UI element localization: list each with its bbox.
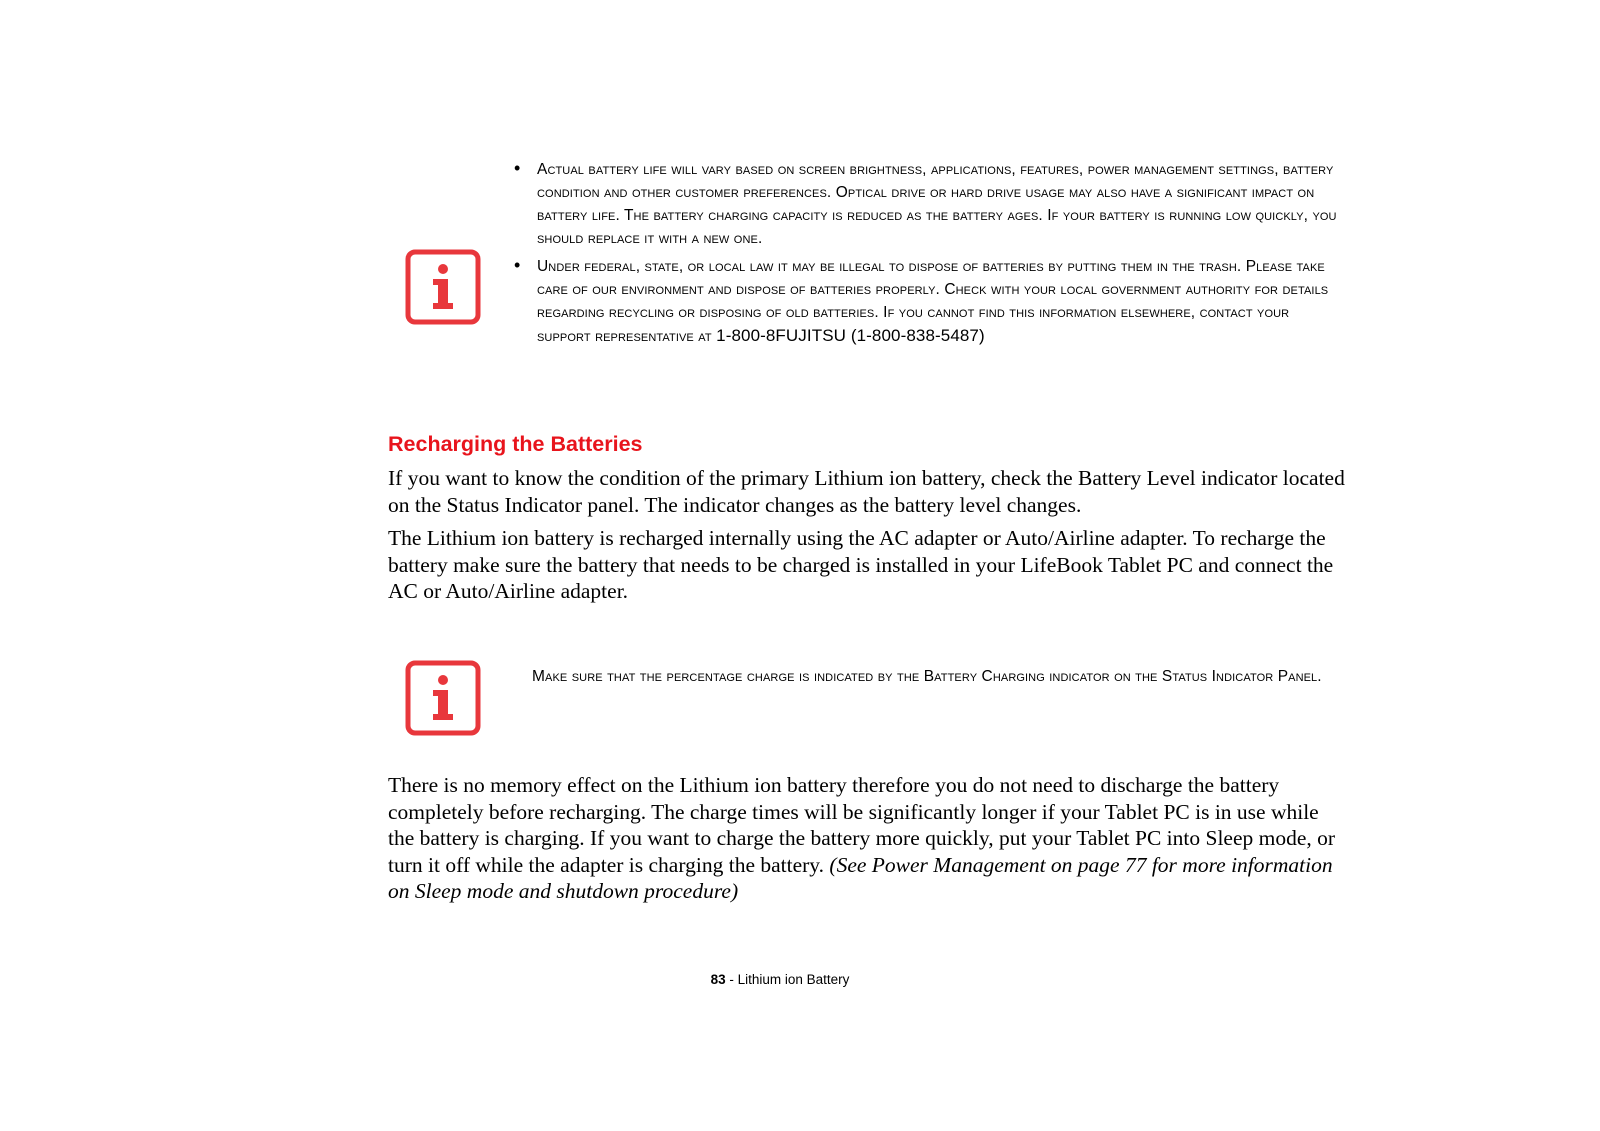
battery-note-bullet-2: Under federal, state, or local law it may be illegal to dispose of batteries by putting them in the trash. Please take care of our environment and dispose of batteries properly. Check with your local government authority for details regarding recycling or disposing of old batteries. If you cannot find this information elsewhere, contact your support representative at xyxy=(537,258,1329,345)
info-icon xyxy=(405,660,481,736)
footer-chapter: Lithium ion Battery xyxy=(737,972,850,987)
page-footer xyxy=(0,972,1560,987)
footer-separator: - xyxy=(725,972,738,987)
bullet-icon: • xyxy=(514,255,521,275)
list-item xyxy=(514,158,1344,250)
battery-note xyxy=(514,158,1344,348)
power-management-reference: (See Power Management on page 77 for more information on Sleep mode and shutdown procedure) xyxy=(388,852,1333,903)
list-item xyxy=(514,255,1344,348)
charging-note: Make sure that the percentage charge is indicated by the Battery Charging indicator on the Status Indicator Panel. xyxy=(532,668,1322,685)
bullet-icon: • xyxy=(514,158,521,178)
paragraph-recharge: The Lithium ion battery is recharged internally using the AC adapter or Auto/Airline adapter. To recharge the battery make sure the battery that needs to be charged is installed in your LifeBook Tablet PC and connect the AC or Auto/Airline adapter. xyxy=(388,526,1334,603)
paragraph-battery-level: If you want to know the condition of the primary Lithium ion battery, check the Battery Level indicator located on the Status Indicator panel. The indicator changes as the battery level changes. xyxy=(388,466,1345,517)
section-title: Recharging the Batteries xyxy=(388,432,643,456)
page-number: 83 xyxy=(710,972,726,987)
paragraph-memory-effect xyxy=(388,772,1348,905)
battery-note-bullet-1: Actual battery life will vary based on screen brightness, applications, features, power management settings, battery condition and other customer preferences. Optical drive or hard drive usage may also have a significant impact on battery life. The battery charging capacity is reduced as the battery ages. If your battery is running low quickly, you should replace it with a new one. xyxy=(537,161,1337,247)
battery-note-list xyxy=(514,158,1344,348)
paragraph-memory-effect-text: There is no memory effect on the Lithium ion battery therefore you do not need to discharge the battery completely before recharging. The charge times will be significantly longer if your Tablet PC is in use while the battery is charging. If you want to charge the battery more quickly, put your Tablet PC into Sleep mode, or turn it off while the adapter is charging the battery. xyxy=(388,773,1336,877)
info-icon xyxy=(405,249,481,325)
support-phone-number: 1-800-8FUJITSU (1-800-838-5487) xyxy=(716,326,985,345)
